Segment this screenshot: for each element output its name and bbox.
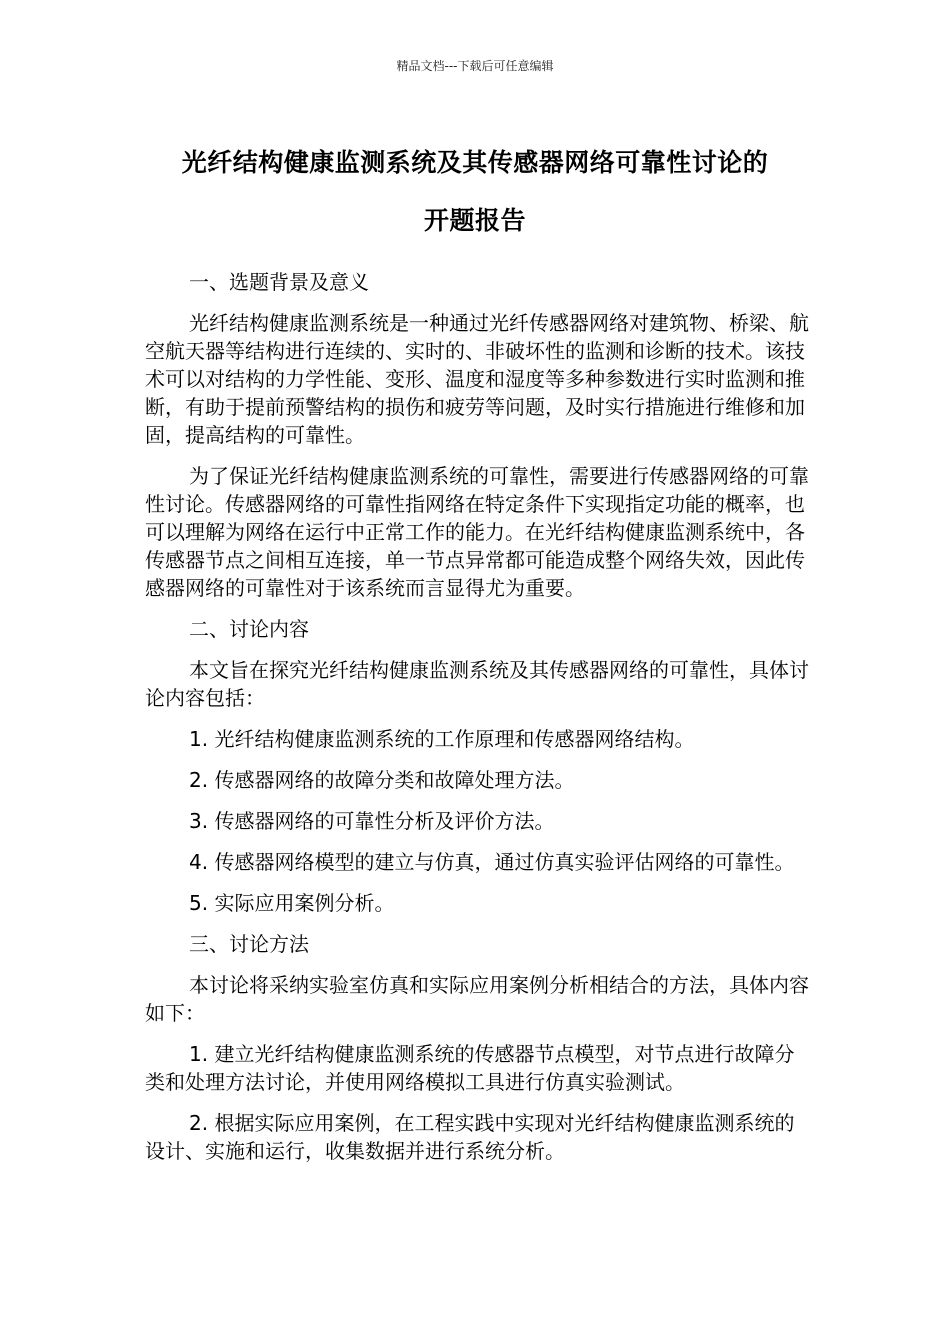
section-heading-background: 一、选题背景及意义: [189, 270, 369, 294]
header-note: 精品文档---下载后可任意编辑: [396, 59, 554, 73]
document-title: [130, 134, 820, 250]
list-item: 5. 实际应用案例分析。: [189, 891, 395, 915]
title-line-2: 开题报告: [423, 206, 526, 235]
paragraph-background-1: 光纤结构健康监测系统是一种通过光纤传感器网络对建筑物、桥梁、航空航天器等结构进行连续的、实时的、非破坏性的监测和诊断的技术。该技术可以对结构的力学性能、变形、温度和湿度等多种参数进行实时监测和推断，有助于提前预警结构的损伤和疲劳等问题，及时实行措施进行维修和加固，提高结构的可靠性。: [145, 311, 809, 447]
paragraph-method-intro: 本讨论将采纳实验室仿真和实际应用案例分析相结合的方法，具体内容如下：: [145, 973, 809, 1025]
section-heading-content: 二、讨论内容: [189, 617, 309, 641]
list-item: 2. 传感器网络的故障分类和故障处理方法。: [189, 768, 575, 792]
section-heading-method: 三、讨论方法: [189, 932, 309, 956]
list-item: 1. 建立光纤结构健康监测系统的传感器节点模型，对节点进行故障分类和处理方法讨论，并使用网络模拟工具进行仿真实验测试。: [145, 1042, 795, 1094]
document-body: [145, 268, 810, 1178]
paragraph-background-2: 为了保证光纤结构健康监测系统的可靠性，需要进行传感器网络的可靠性讨论。传感器网络的可靠性指网络在特定条件下实现指定功能的概率，也可以理解为网络在运行中正常工作的能力。在光纤结构健康监测系统中，各传感器节点之间相互连接，单一节点异常都可能造成整个网络失效，因此传感器网络的可靠性对于该系统而言显得尤为重要。: [145, 464, 809, 600]
paragraph-content-intro: 本文旨在探究光纤结构健康监测系统及其传感器网络的可靠性，具体讨论内容包括：: [145, 658, 809, 710]
list-item: 4. 传感器网络模型的建立与仿真，通过仿真实验评估网络的可靠性。: [189, 850, 795, 874]
list-item: 1. 光纤结构健康监测系统的工作原理和传感器网络结构。: [189, 727, 695, 751]
list-item: 3. 传感器网络的可靠性分析及评价方法。: [189, 809, 555, 833]
title-line-1: 光纤结构健康监测系统及其传感器网络可靠性讨论的: [181, 148, 769, 177]
list-item: 2. 根据实际应用案例，在工程实践中实现对光纤结构健康监测系统的设计、实施和运行，收集数据并进行系统分析。: [145, 1111, 795, 1163]
